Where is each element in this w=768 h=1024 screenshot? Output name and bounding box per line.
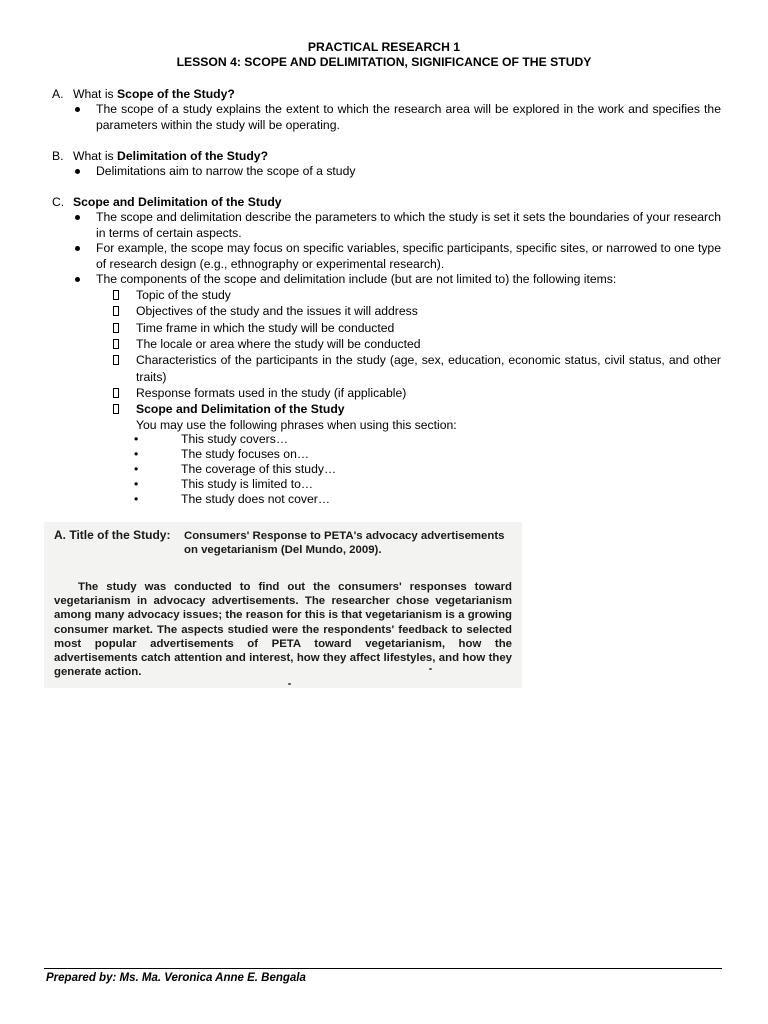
phrase-text: The coverage of this study… (181, 462, 337, 476)
phrase-text: This study is limited to… (181, 477, 314, 491)
bullet-icon (73, 241, 85, 251)
section-c-letter: C. (52, 195, 65, 209)
scanned-example-image (44, 522, 522, 688)
section-a-prefix: What is (73, 87, 118, 101)
scan-speck (429, 668, 432, 670)
scan-speck (288, 683, 291, 685)
component-text: Response formats used in the study (if applicable) (136, 386, 407, 400)
component-text: Scope and Delimitation of the Study (136, 402, 345, 416)
bullet-icon (73, 210, 85, 220)
prepared-by: Prepared by: Ms. Ma. Veronica Anne E. Bengala (46, 972, 306, 984)
section-c-bullet (73, 241, 721, 273)
bullet-icon (73, 102, 85, 112)
component-item (113, 385, 721, 402)
bullet-icon: • (134, 447, 139, 461)
footer-divider (44, 968, 722, 969)
example-paragraph: The study was conducted to find out the consumers' responses toward vegetarianism in advocacy advertisements. The researcher chose vegetarianism among many advocacy issues; the reason for this is that vegetarianism is a growing consumer market. The aspects studied were the respondents' feedback to selected most popular advertisements of PETA toward vegetarianism, how the advertisements catch attention and interest, how they affect lifestyles, and how they generate action. (54, 581, 512, 679)
section-b-title: Delimitation of the Study? (117, 149, 269, 163)
missing-glyph-icon (113, 404, 119, 414)
example-title-text: Consumers' Response to PETA's advocacy advertisements on vegetarianism (Del Mundo, 2009). (184, 530, 505, 556)
section-a-heading (73, 87, 235, 102)
component-text: Objectives of the study and the issues it will address (136, 304, 418, 318)
section-b-heading (73, 149, 268, 164)
phrase-item (134, 447, 434, 463)
component-text: Characteristics of the participants in the study (age, sex, education, economic status, civil status, and other traits) (136, 353, 721, 384)
component-text: Time frame in which the study will be conducted (136, 321, 395, 335)
component-item (113, 303, 721, 320)
component-item (113, 352, 721, 385)
section-a-letter: A. (52, 87, 64, 101)
bullet-text: The scope and delimitation describe the parameters to which the study is set it sets the boundaries of your research in terms of certain aspects. (96, 210, 721, 240)
course-title: PRACTICAL RESEARCH 1 (307, 40, 461, 54)
missing-glyph-icon (113, 339, 119, 349)
section-b-prefix: What is (73, 149, 118, 163)
phrase-text: This study covers… (181, 432, 289, 446)
section-c-bullet (73, 210, 721, 242)
bullet-text: Delimitations aim to narrow the scope of a study (96, 164, 356, 178)
phrase-item (134, 492, 434, 508)
bullet-icon (73, 164, 85, 174)
component-item (113, 401, 721, 418)
bullet-icon (73, 272, 85, 282)
component-item (113, 287, 721, 304)
missing-glyph-icon (113, 388, 119, 398)
section-a-bullet (73, 102, 721, 134)
component-item (113, 336, 721, 353)
bullet-icon: • (134, 432, 139, 446)
phrases-intro: You may use the following phrases when using this section: (136, 418, 457, 432)
example-title-label: A. Title of the Study: (54, 528, 171, 542)
section-b-letter: B. (52, 149, 64, 163)
phrase-item (134, 432, 434, 448)
section-b-bullet (73, 164, 721, 180)
document-header (0, 40, 768, 70)
lesson-title: LESSON 4: SCOPE AND DELIMITATION, SIGNIFICANCE OF THE STUDY (176, 55, 592, 69)
phrase-text: The study focuses on… (181, 447, 310, 461)
bullet-text: The scope of a study explains the extent to which the research area will be explored in the work and specifies the parameters within the study will be operating. (96, 102, 721, 132)
bullet-icon: • (134, 492, 139, 506)
component-text: Topic of the study (136, 288, 231, 302)
section-a-title: Scope of the Study? (117, 87, 235, 101)
bullet-icon: • (134, 477, 139, 491)
section-c-title: Scope and Delimitation of the Study (73, 195, 282, 209)
missing-glyph-icon (113, 290, 119, 300)
bullet-text: The components of the scope and delimitation include (but are not limited to) the following items: (96, 272, 617, 286)
missing-glyph-icon (113, 306, 119, 316)
component-text: The locale or area where the study will be conducted (136, 337, 421, 351)
bullet-icon: • (134, 462, 139, 476)
component-item (113, 320, 721, 337)
bullet-text: For example, the scope may focus on specific variables, specific participants, specific sites, or narrowed to one type of research design (e.g., ethnography or experimental research). (96, 241, 721, 271)
phrase-item (134, 462, 434, 478)
missing-glyph-icon (113, 323, 119, 333)
section-c-bullet (73, 272, 721, 288)
missing-glyph-icon (113, 355, 119, 365)
phrase-item (134, 477, 434, 493)
phrase-text: The study does not cover… (181, 492, 331, 506)
